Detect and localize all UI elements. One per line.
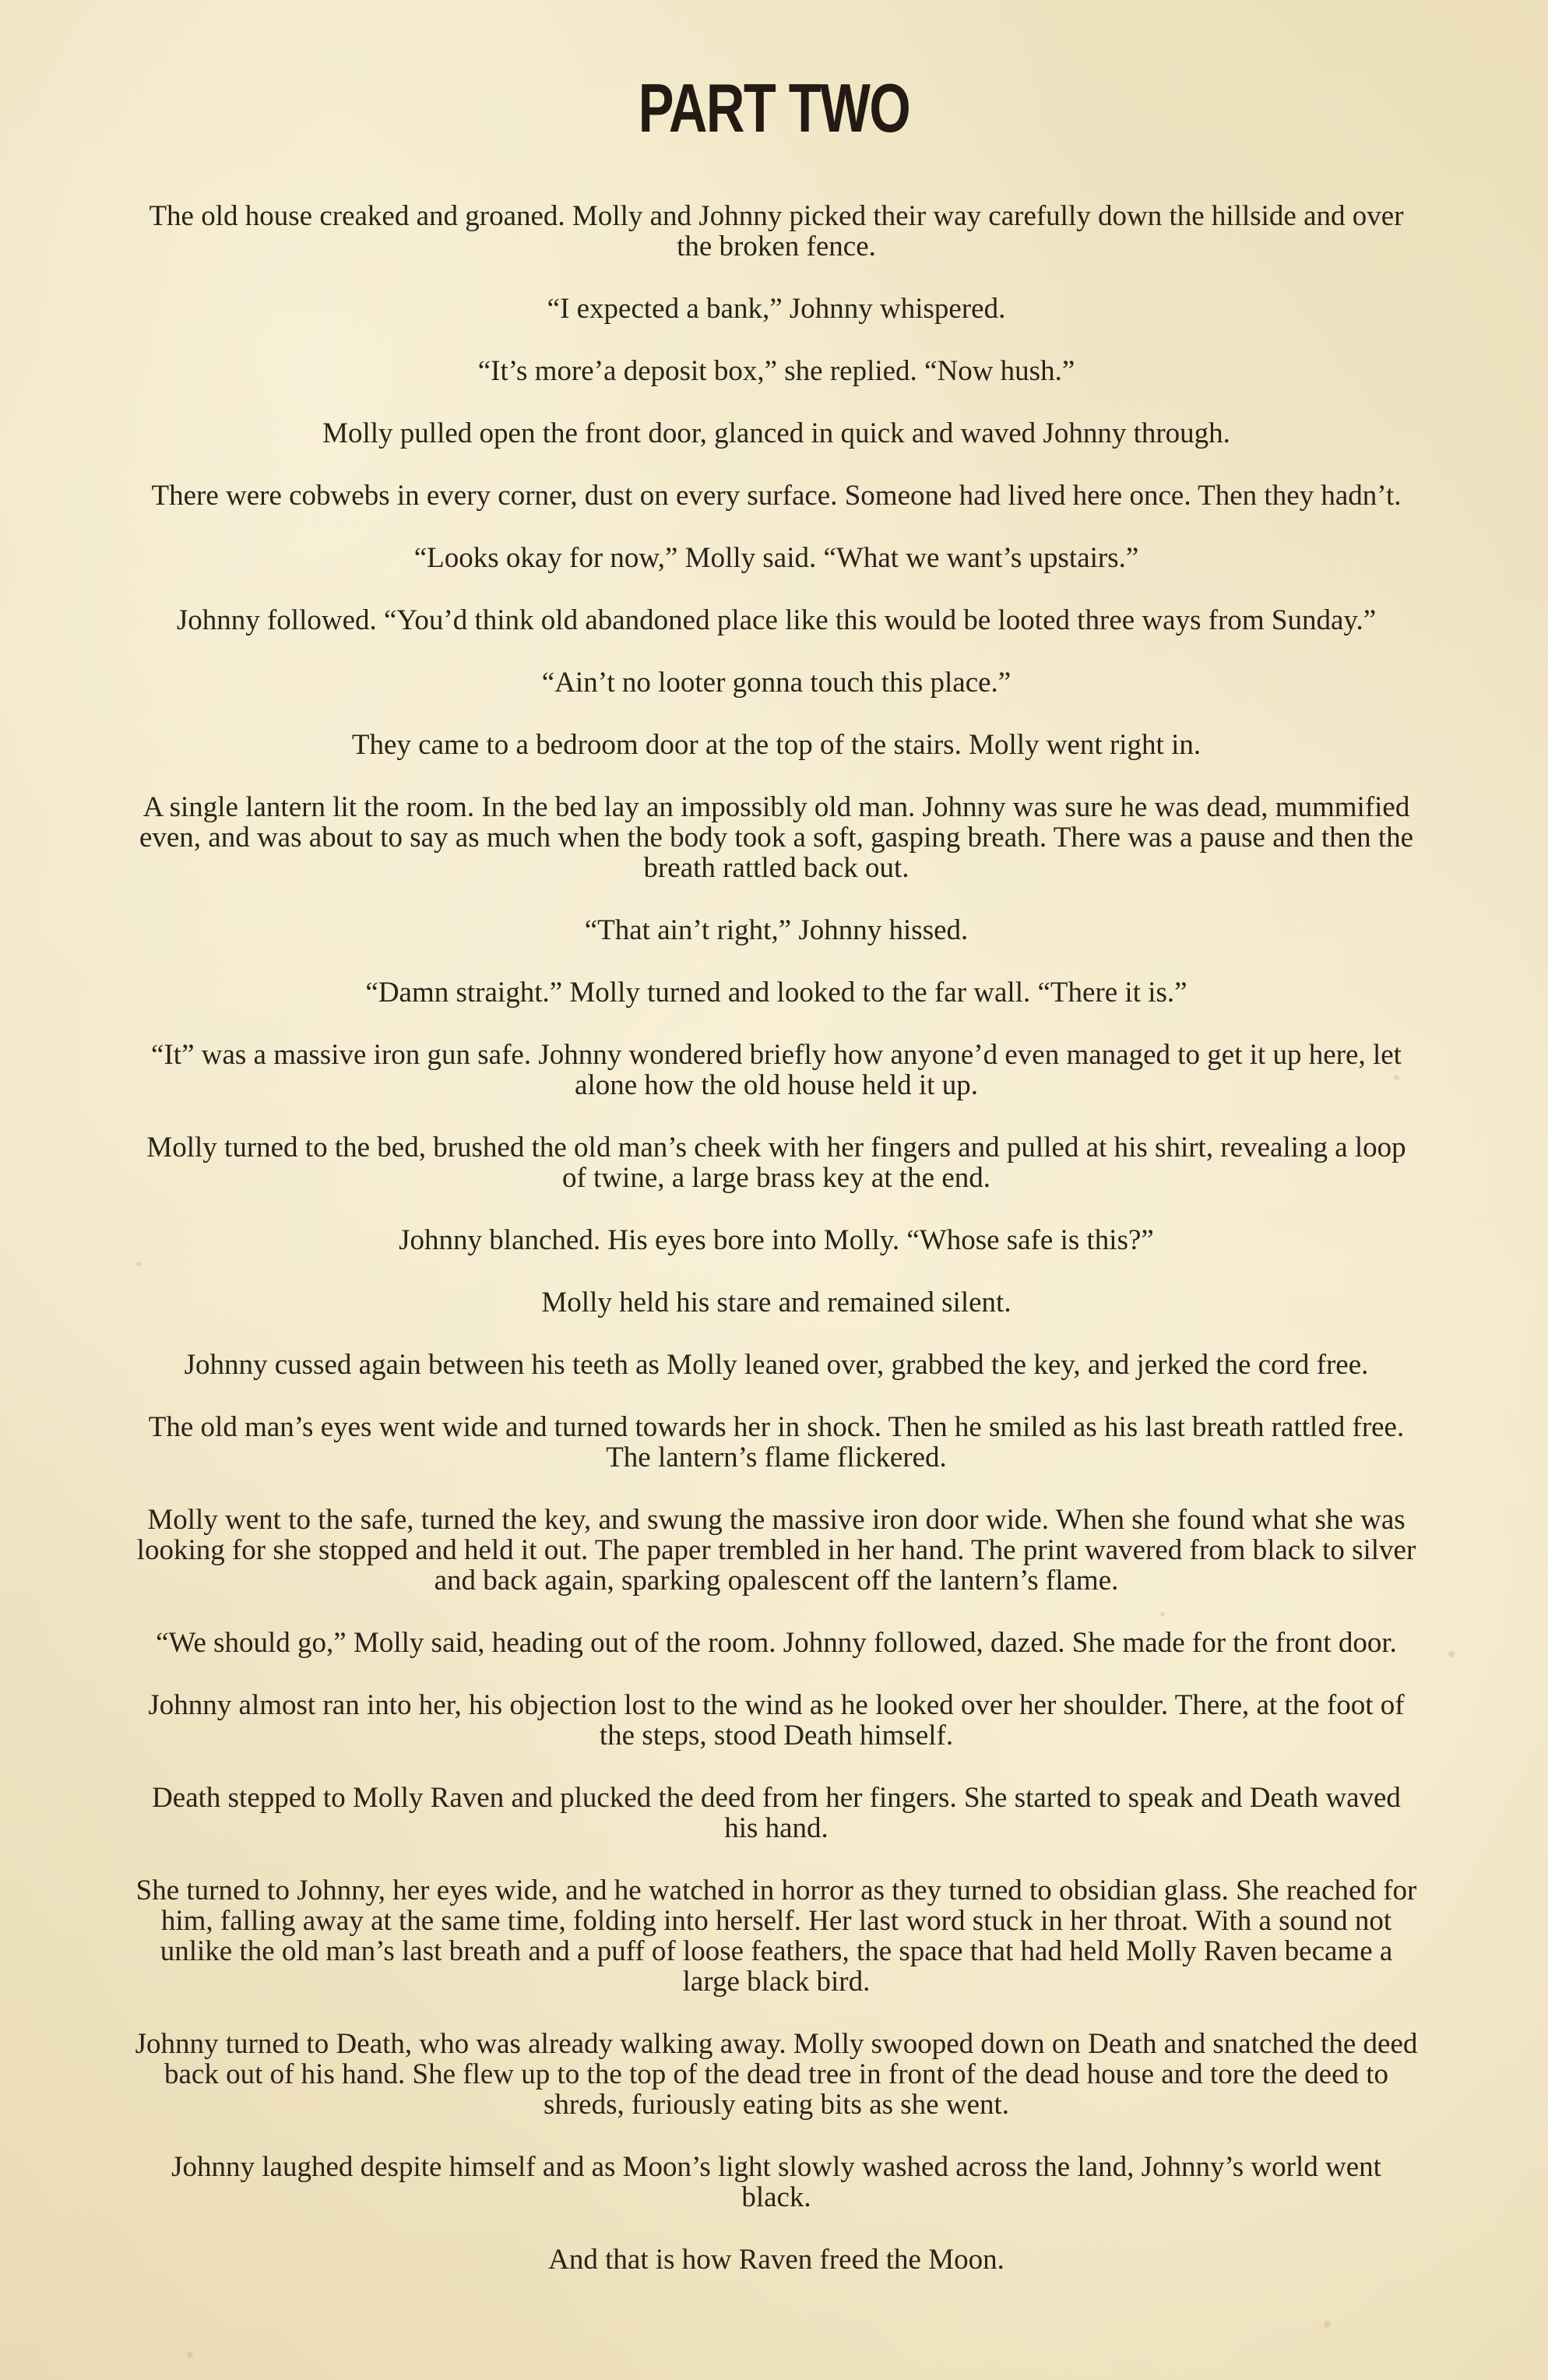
story-paragraph: Molly went to the safe, turned the key, and swung the massive iron door wide. When she found what she was looking for she stopped and held it out. The paper trembled in her hand. The print wavered from black to silver and back again, sparking opalescent off the lantern’s flame. [136, 1504, 1416, 1597]
story-paragraph: “I expected a bank,” Johnny whispered. [547, 293, 1006, 325]
story-paragraph: “That ain’t right,” Johnny hissed. [584, 914, 969, 946]
story-paragraph: “Ain’t no looter gonna touch this place.” [541, 667, 1011, 699]
story-paragraph: Molly held his stare and remained silent. [541, 1287, 1011, 1319]
story-paragraph: Johnny almost ran into her, his objection lost to the wind as he looked over her shoulder. There, at the foot of the steps, stood Death himself. [148, 1689, 1405, 1752]
story-paragraph: A single lantern lit the room. In the bed lay an impossibly old man. Johnny was sure he was dead, mummified even, and was about to say as much when the body took a soft, gasping breath. There was a pause and then the breath rattled back out. [139, 791, 1414, 884]
story-paragraph: There were cobwebs in every corner, dust on every surface. Someone had lived here once. Then they hadn’t. [151, 480, 1402, 512]
story-paragraph: And that is how Raven freed the Moon. [548, 2244, 1004, 2276]
story-paragraph: “We should go,” Molly said, heading out of the room. Johnny followed, dazed. She made for the front door. [156, 1627, 1397, 1659]
chapter-title: PART TWO [638, 69, 910, 146]
story-paragraph: The old house creaked and groaned. Molly and Johnny picked their way carefully down the hillside and over the broken fence. [149, 200, 1404, 262]
story-paragraph: Johnny turned to Death, who was already walking away. Molly swooped down on Death and snatched the deed back out of his hand. She flew up to the top of the dead tree in front of the dead house and tore the deed to shreds, furiously eating bits as she went. [135, 2028, 1418, 2121]
story-paragraph: The old man’s eyes went wide and turned towards her in shock. Then he smiled as his last breath rattled free. The lantern’s flame flickered. [148, 1411, 1405, 1473]
story-paragraph: “It’s more’a deposit box,” she replied. “Now hush.” [477, 355, 1075, 387]
story-paragraph: Johnny blanched. His eyes bore into Molly. “Whose safe is this?” [399, 1224, 1154, 1256]
story-paragraph: Johnny laughed despite himself and as Moon’s light slowly washed across the land, Johnny’s world went black. [171, 2151, 1381, 2213]
story-paragraph: They came to a bedroom door at the top of the stairs. Molly went right in. [351, 729, 1201, 761]
story-paragraph: “It” was a massive iron gun safe. Johnny wondered briefly how anyone’d even managed to get it up here, let alone how the old house held it up. [151, 1039, 1402, 1101]
paper-speckle [187, 2352, 193, 2358]
story-paragraph: She turned to Johnny, her eyes wide, and he watched in horror as they turned to obsidian glass. She reached for him, falling away at the same time, folding into herself. Her last word stuck in her throat. With a sound not unlike the old man’s last breath and a puff of loose feathers, the space that had held Molly Raven became a large black bird. [135, 1875, 1417, 1998]
paper-speckle [1324, 2321, 1331, 2328]
story-paragraph: Johnny followed. “You’d think old abandoned place like this would be looted three ways from Sunday.” [176, 604, 1377, 636]
story-paragraph: “Damn straight.” Molly turned and looked to the far wall. “There it is.” [365, 977, 1187, 1009]
story-body [134, 201, 1419, 2307]
paper-speckle [1448, 1651, 1455, 1657]
story-paragraph: Johnny cussed again between his teeth as Molly leaned over, grabbed the key, and jerked the cord free. [184, 1349, 1369, 1381]
story-paragraph: Death stepped to Molly Raven and plucked the deed from her fingers. She started to speak and Death waved his hand. [152, 1782, 1401, 1844]
story-paragraph: “Looks okay for now,” Molly said. “What we want’s upstairs.” [413, 542, 1139, 574]
story-paragraph: Molly turned to the bed, brushed the old man’s cheek with her fingers and pulled at his shirt, revealing a loop of twine, a large brass key at the end. [146, 1132, 1406, 1194]
story-paragraph: Molly pulled open the front door, glanced in quick and waved Johnny through. [322, 417, 1230, 449]
